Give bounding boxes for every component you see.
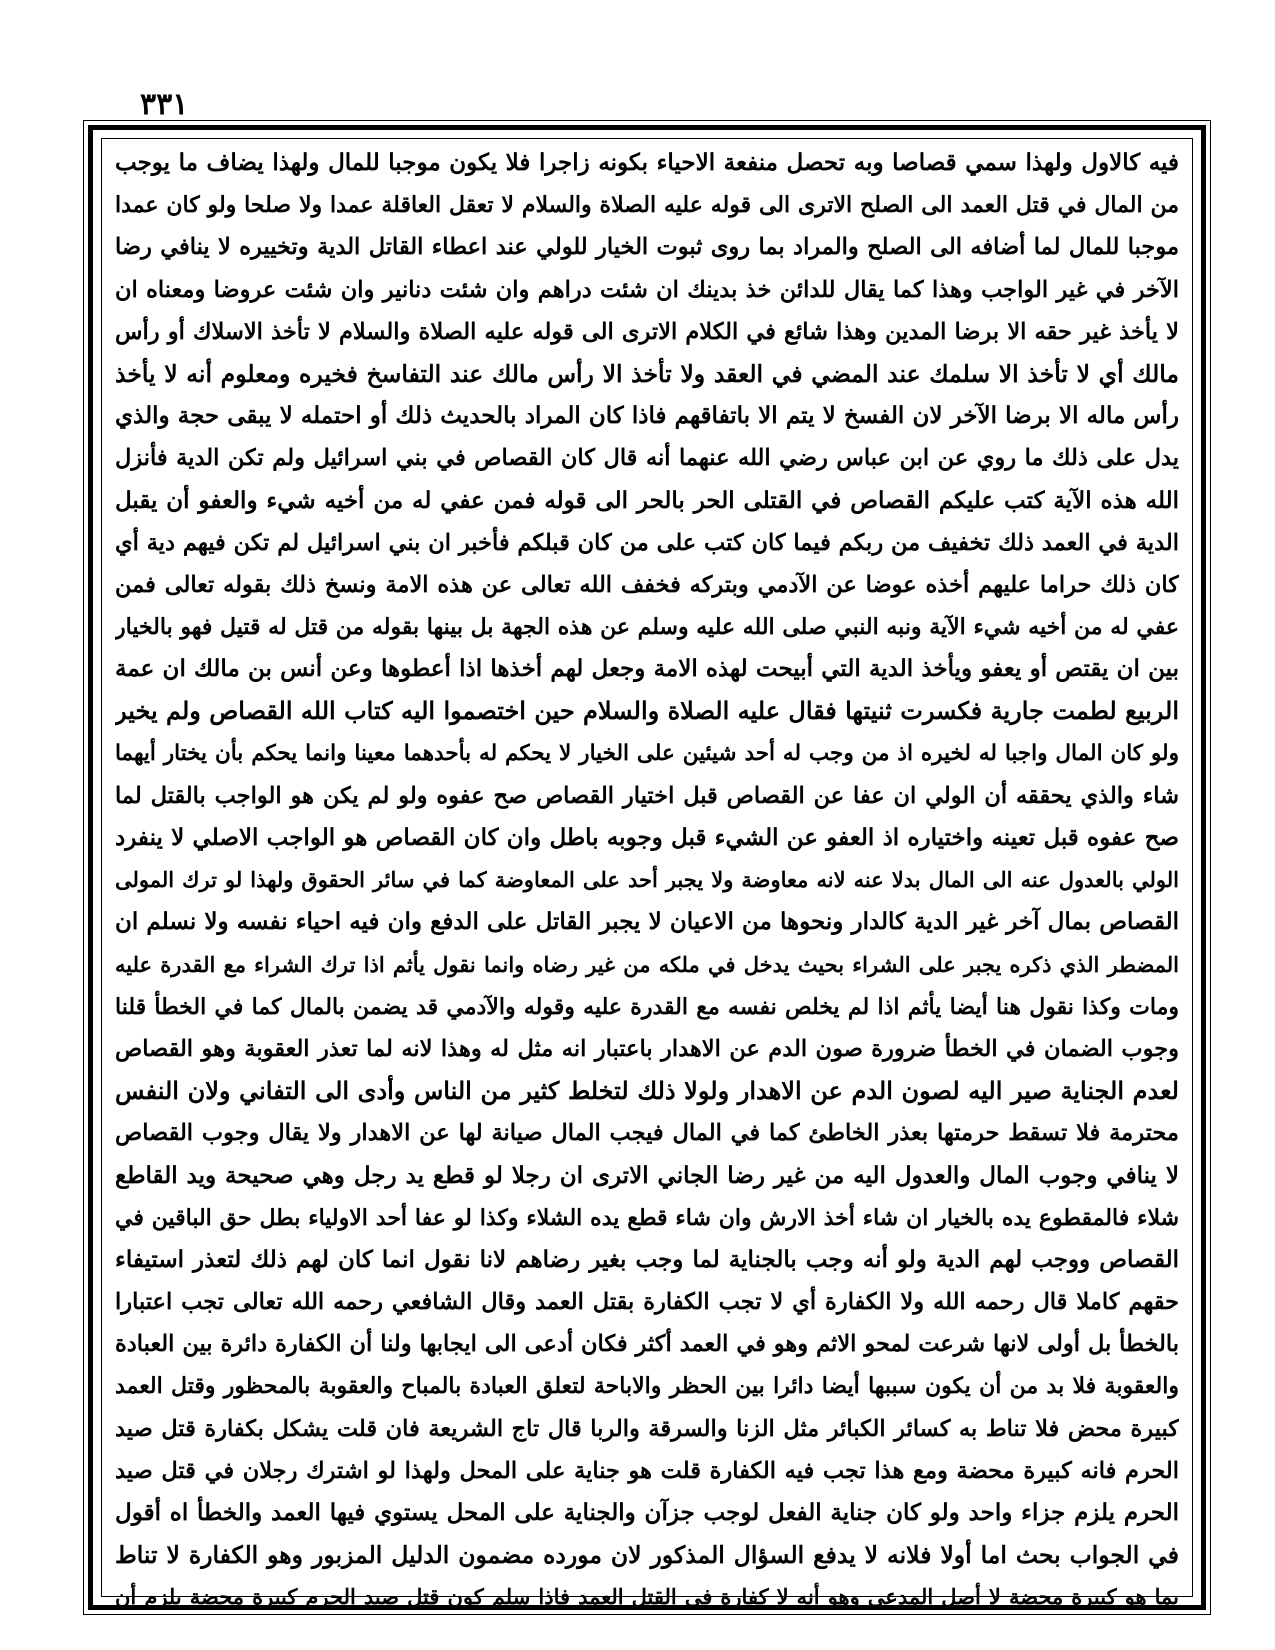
text-line: ولو كان المال واجبا له لخيره اذ من وجب له أحد شيئين على الخيار لا يحكم له بأحدهما معينا وانما يحكم بأن يختار أيهما	[115, 740, 1179, 766]
text-line: بما هو كبيرة محضة لا أصل المدعى وهو أنه لا كفارة في القتل العمد فاذا سلم كون قتل صيد الحرم كبيرة محضة يلزم أن	[115, 1584, 1179, 1610]
page-number: ٣٣١	[140, 87, 189, 122]
text-line: الآخر في غير الواجب وهذا كما يقال للدائن خذ بدينك ان شئت دراهم وان شئت دنانير وان شئت عروضا ومعناه ان	[115, 276, 1179, 303]
text-line: موجبا للمال لما أضافه الى الصلح والمراد بما روى ثبوت الخيار للولي عند اعطاء القاتل الدية وتخييره لا ينافي رضا	[115, 234, 1179, 261]
text-line: القصاص بمال آخر غير الدية كالدار ونحوها من الاعيان لا يجبر القاتل على الدفع وان فيه احياء نفسه ولا نسلم ان	[115, 908, 1179, 936]
text-line: لا ينافي وجوب المال والعدول اليه من غير رضا الجاني الاترى ان رجلا لو قطع يد رجل وهي صحيحة ويد القاطع	[115, 1161, 1179, 1189]
text-line: بين ان يقتص أو يعفو ويأخذ الدية التي أبيحت لهذه الامة وجعل لهم أخذها اذا أعطوها وعن أنس بن مالك ان عمة	[115, 655, 1179, 683]
text-line: حقهم كاملا قال رحمه الله ولا الكفارة أي لا تجب الكفارة بقتل العمد وقال الشافعي رحمه الله تعالى تجب اعتبارا	[115, 1289, 1179, 1316]
text-line: الولي بالعدول عنه الى المال بدلا عنه لانه معاوضة ولا يجبر أحد على المعاوضة كما في سائر الحقوق ولهذا لو ترك المولى	[115, 867, 1179, 893]
text-line: الحرم يلزم جزاء واحد ولو كان جناية الفعل لوجب جزآن والجناية على المحل يستوي فيها العمد والخطأ اه أقول	[115, 1499, 1179, 1526]
page-frame	[88, 125, 1206, 1610]
text-line: محترمة فلا تسقط حرمتها بعذر الخاطئ كما في المال فيجب المال صيانة لها عن الاهدار ولا يقال وجوب القصاص	[115, 1120, 1179, 1147]
text-line: كبيرة محض فلا تناط به كسائر الكبائر مثل الزنا والسرقة والربا قال تاج الشريعة فان قلت يشكل بكفارة قتل صيد	[115, 1415, 1179, 1442]
text-line: عفي له من أخيه شيء الآية ونبه النبي صلى الله عليه وسلم عن هذه الجهة بل بينها بقوله من قتل له قتيل فهو بالخيار	[115, 614, 1179, 641]
text-line: لا يأخذ غير حقه الا برضا المدين وهذا شائع في الكلام الاترى الى قوله عليه الصلاة والسلام لا تأخذ الاسلاك أو رأس	[115, 318, 1179, 345]
text-body	[115, 142, 1179, 1619]
text-line: يدل على ذلك ما روي عن ابن عباس رضي الله عنهما أنه قال كان القصاص في بني اسرائيل ولم تكن الدية فأنزل	[115, 445, 1179, 472]
text-line: بالخطأ بل أولى لانها شرعت لمحو الاثم وهو في العمد أكثر فكان أدعى الى ايجابها ولنا أن الكفارة دائرة بين العبادة	[115, 1331, 1179, 1358]
text-line: القصاص ووجب لهم الدية ولو أنه وجب بالجناية لما وجب بغير رضاهم لانا نقول انما كان لهم ذلك لتعذر استيفاء	[115, 1245, 1179, 1273]
text-line: من المال في قتل العمد الى الصلح الاترى الى قوله عليه الصلاة والسلام لا تعقل العاقلة عمدا ولا صلحا ولو كان عمدا	[115, 192, 1179, 219]
text-line: فيه كالاول ولهذا سمي قصاصا وبه تحصل منفعة الاحياء بكونه زاجرا فلا يكون موجبا للمال ولهذا يضاف ما يوجب	[115, 149, 1179, 176]
text-line: الحرم فانه كبيرة محضة ومع هذا تجب فيه الكفارة قلت هو جناية على المحل ولهذا لو اشترك رجلان في قتل صيد	[115, 1457, 1179, 1484]
text-line: شلاء فالمقطوع يده بالخيار ان شاء أخذ الارش وان شاء قطع يده الشلاء وكذا لو عفا أحد الاولياء بطل حق الباقين في	[115, 1204, 1179, 1231]
text-line: شاء والذي يحققه أن الولي ان عفا عن القصاص قبل اختيار القصاص صح عفوه ولو لم يكن هو الواجب بالقتل لما	[115, 782, 1179, 809]
text-line: رأس ماله الا برضا الآخر لان الفسخ لا يتم الا باتفاقهم فاذا كان المراد بالحديث ذلك أو احتمله لا يبقى حجة والذي	[115, 402, 1179, 430]
text-line: مالك أي لا تأخذ الا سلمك عند المضي في العقد ولا تأخذ الا رأس مالك عند التفاسخ فخيره ومعلوم أنه لا يأخذ	[115, 359, 1179, 388]
text-line: الدية في العمد ذلك تخفيف من ربكم فيما كان كتب على من كان قبلكم فأخبر ان بني اسرائيل لم تكن فيهم دية أي	[115, 529, 1179, 556]
text-line: الله هذه الآية كتب عليكم القصاص في القتلى الحر بالحر الى قوله فمن عفي له من أخيه شيء والعفو أن يقبل	[115, 486, 1179, 514]
text-line: والعقوبة فلا بد من أن يكون سببها أيضا دائرا بين الحظر والاباحة لتعلق العبادة بالمباح والعقوبة بالمحظور وقتل العمد	[115, 1373, 1179, 1400]
text-line: لعدم الجناية صير اليه لصون الدم عن الاهدار ولولا ذلك لتخلط كثير من الناس وأدى الى التفاني ولان النفس	[115, 1076, 1179, 1106]
text-line: في الجواب بحث اما أولا فلانه لا يدفع السؤال المذكور لان مورده مضمون الدليل المزبور وهو الكفارة لا تناط	[115, 1541, 1179, 1570]
text-line: ومات وكذا نقول هنا أيضا يأثم اذا لم يخلص نفسه مع القدرة عليه وقوله والآدمي قد يضمن بالمال كما في الخطأ قلنا	[115, 993, 1179, 1020]
text-line: صح عفوه قبل تعينه واختياره اذ العفو عن الشيء قبل وجوبه باطل وان كان القصاص هو الواجب الاصلي لا ينفرد	[115, 824, 1179, 851]
text-line: كان ذلك حراما عليهم أخذه عوضا عن الآدمي وبتركه فخفف الله تعالى عن هذه الامة ونسخ ذلك بقوله تعالى فمن	[115, 571, 1179, 598]
text-line: الربيع لطمت جارية فكسرت ثنيتها فقال عليه الصلاة والسلام حين اختصموا اليه كتاب الله القصاص ولم يخير	[115, 696, 1179, 726]
text-line: وجوب الضمان في الخطأ ضرورة صون الدم عن الاهدار باعتبار انه مثل له وهذا لانه لما تعذر العقوبة وهو القصاص	[115, 1035, 1179, 1062]
text-line: المضطر الذي ذكره يجبر على الشراء بحيث يدخل في ملكه من غير رضاه وانما نقول يأثم اذا ترك الشراء مع القدرة عليه	[115, 951, 1179, 977]
